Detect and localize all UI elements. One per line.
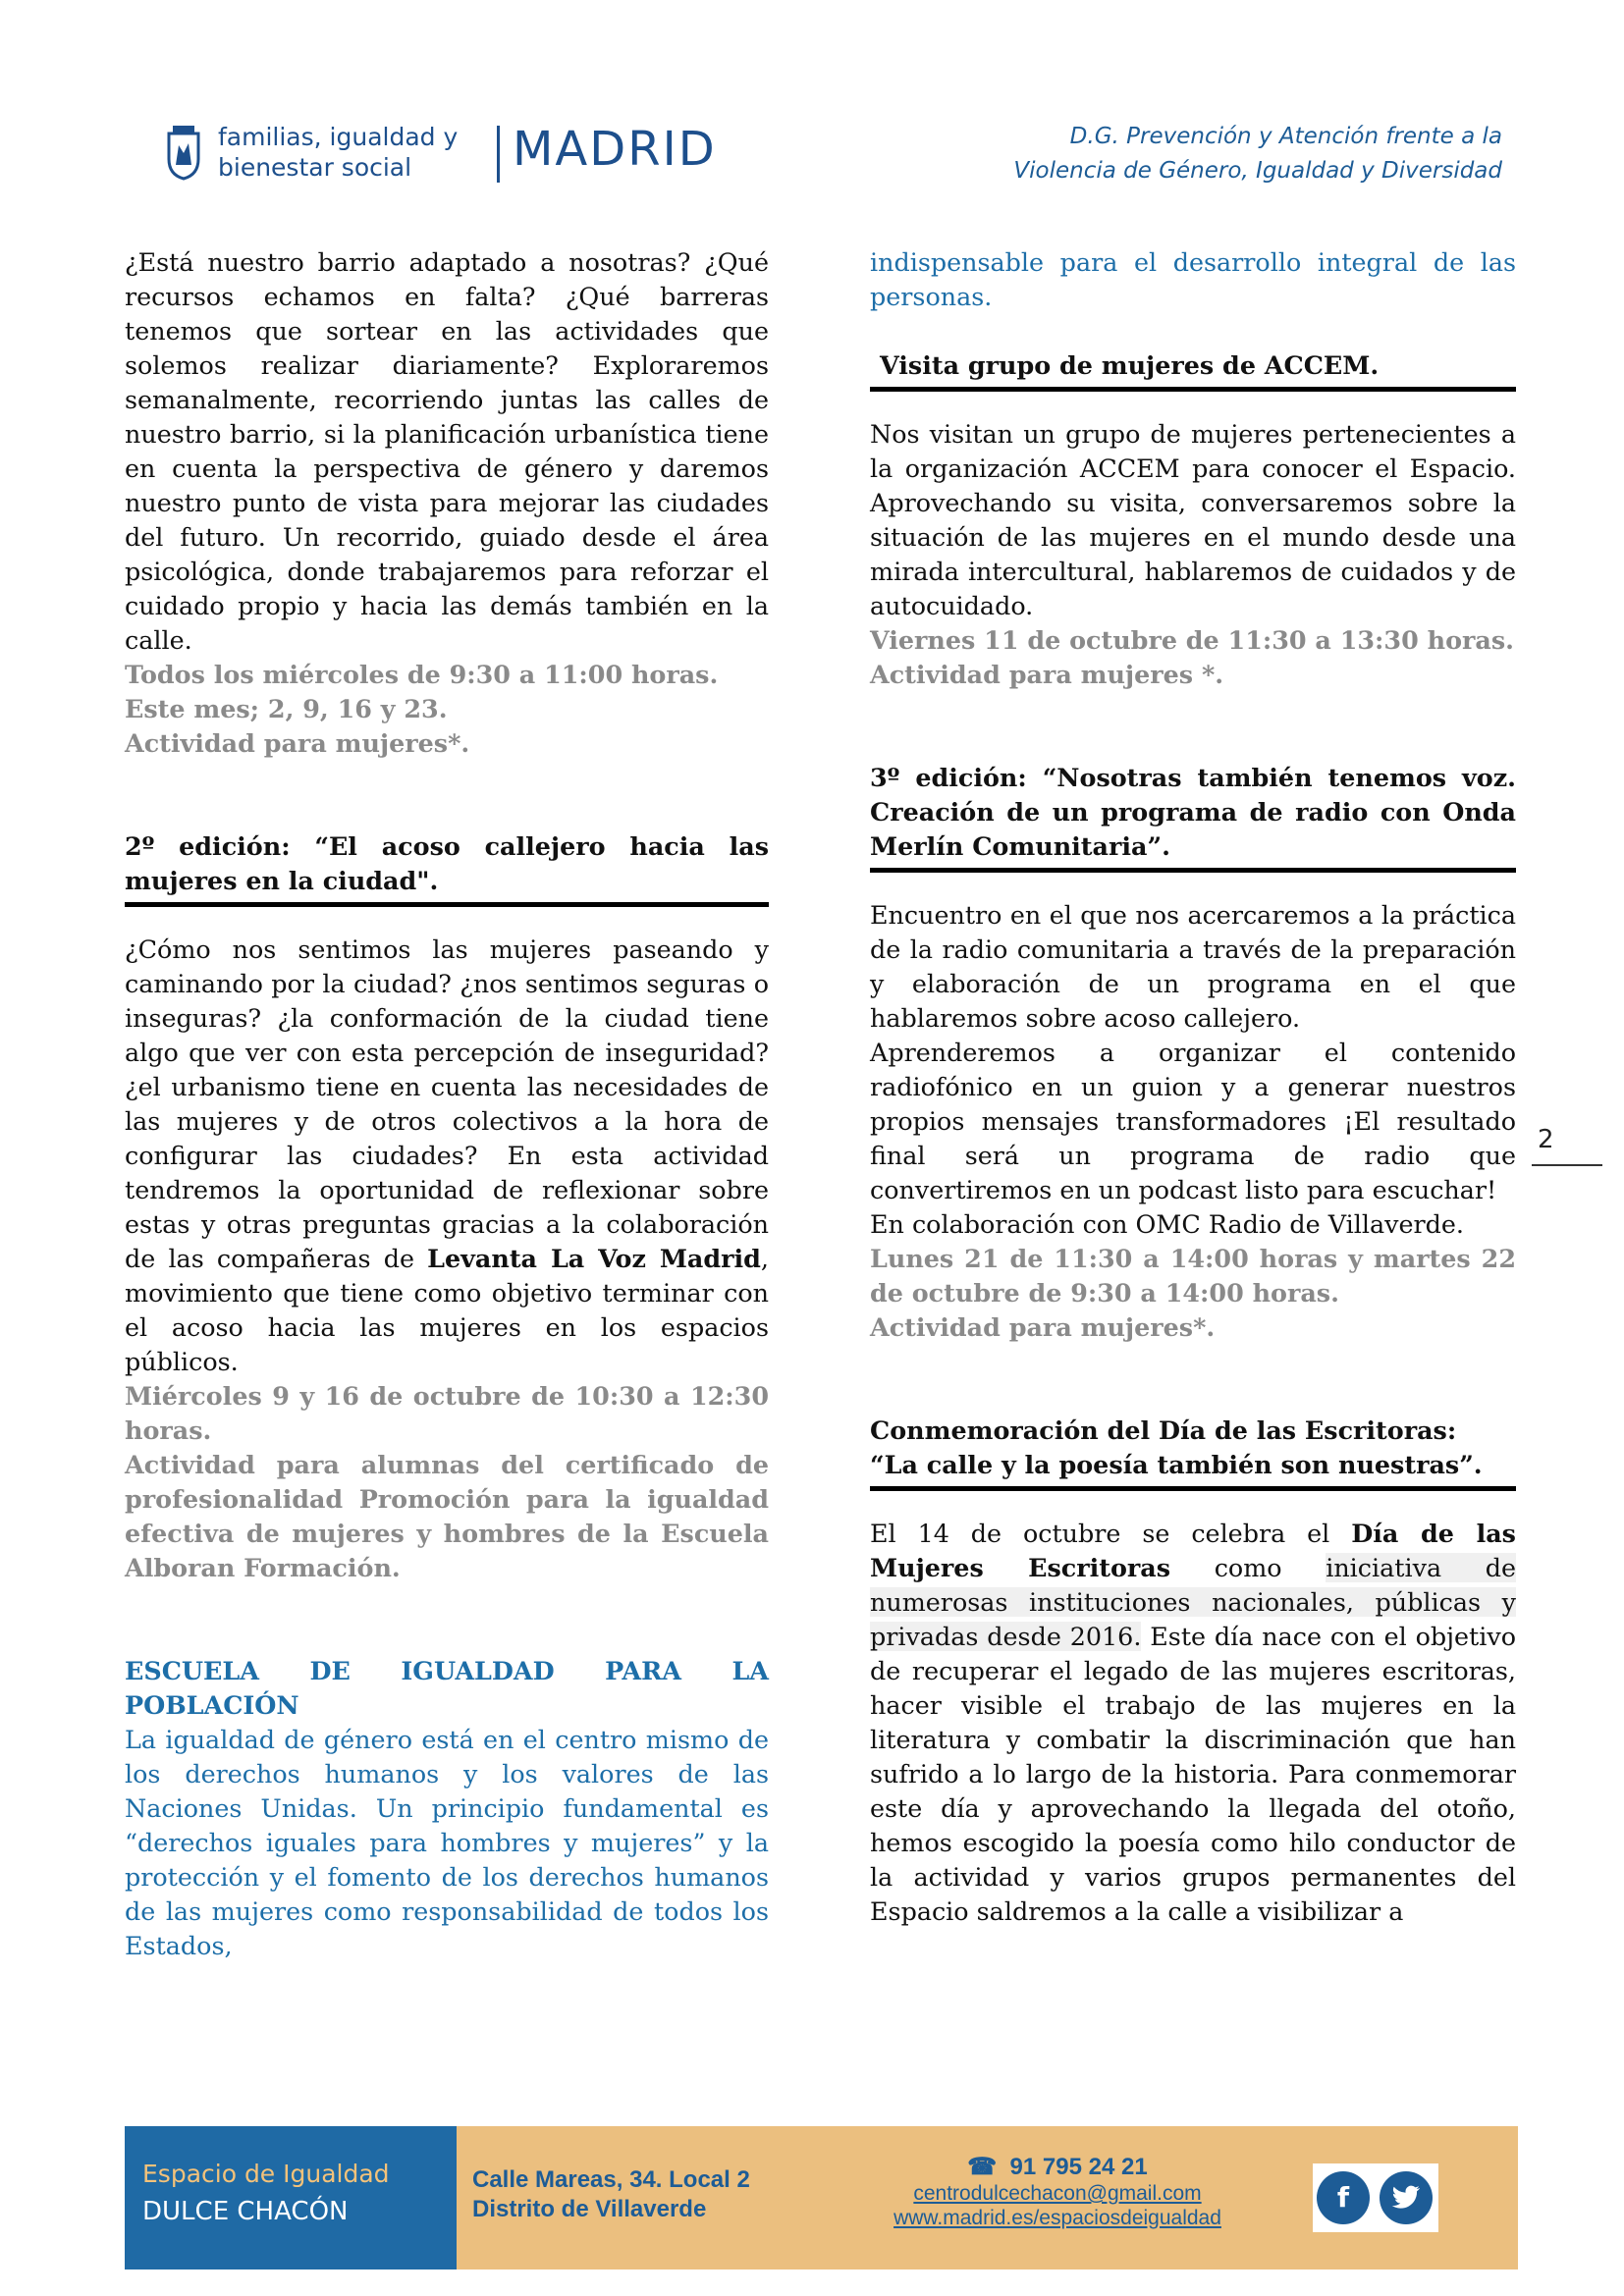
radio-schedule: Lunes 21 de 11:30 a 14:00 horas y martes 22 de octubre de 9:30 a 14:00 horas. <box>870 1244 1516 1308</box>
directorate-line-2: Violencia de Género, Igualdad y Diversidad <box>1013 158 1502 184</box>
street-harassment-schedule: Miércoles 9 y 16 de octubre de 10:30 a 12:30 horas. <box>125 1381 769 1445</box>
accem-audience: Actividad para mujeres *. <box>870 660 1224 689</box>
directorate-name <box>952 120 1502 188</box>
twitter-icon[interactable] <box>1380 2171 1433 2224</box>
space-line-1: Espacio de Igualdad <box>142 2160 390 2188</box>
writers-title-2: “La calle y la poesía también son nuestras”. <box>870 1450 1483 1479</box>
right-column <box>870 245 1516 1929</box>
street-harassment-audience: Actividad para alumnas del certificado de profesionalidad Promoción para la igualdad efectiva de mujeres y hombres de la Escuela Alboran Formación. <box>125 1450 769 1582</box>
page-number-rule <box>1532 1164 1602 1166</box>
left-column <box>125 245 769 1963</box>
website-link[interactable]: www.madrid.es/espaciosdeigualdad <box>893 2207 1221 2229</box>
footer-contact <box>851 2154 1264 2230</box>
page-number: 2 <box>1538 1125 1554 1154</box>
accem-body: Nos visitan un grupo de mujeres pertenecientes a la organización ACCEM para conocer el Espacio. Aprovechando su visita, conversaremos sobre la situación de las mujeres en el mundo desde una mirada intercultural, hablaremos de cuidados y de autocuidado. <box>870 419 1516 620</box>
address-line-2: Distrito de Villaverde <box>472 2196 707 2222</box>
writers-highlight: iniciativa de numerosas instituciones nacionales, públicas y privadas desde 2016. <box>870 1553 1516 1651</box>
radio-title: 3º edición: “Nosotras también tenemos voz. Creación de un programa de radio con Onda Merlín Comunitaria”. <box>870 763 1516 861</box>
writers-body: El 14 de octubre se celebra el Día de las Mujeres Escritoras como iniciativa de numerosas instituciones nacionales, públicas y privadas desde 2016. Este día nace con el objetivo de recuperar el legado de las mujeres escritoras, hacer visible el trabajo de las mujeres en la literatura y combatir la discriminación que han sufrido a lo largo de la historia. Para conmemorar este día y aprovechando la llegada del otoño, hemos escogido la poesía como hilo conductor de la actividad y varios grupos permanentes del Espacio saldremos a la calle a visibilizar a <box>870 1519 1516 1926</box>
phone-line <box>851 2154 1264 2181</box>
equality-school-body: La igualdad de género está en el centro mismo de los derechos humanos y los valores de las Naciones Unidas. Un principio fundamental es “derechos iguales para hombres y mujeres” y la protección y el fomento de los derechos humanos de las mujeres como responsabilidad de todos los Estados, <box>125 1725 769 1960</box>
equality-school-title: ESCUELA DE IGUALDAD PARA LA POBLACIÓN <box>125 1656 769 1720</box>
neighborhood-dates: Este mes; 2, 9, 16 y 23. <box>125 694 448 723</box>
phone-number: 91 795 24 21 <box>1009 2154 1148 2180</box>
org-line-2: bienestar social <box>218 153 412 182</box>
madrid-wordmark: MADRID <box>513 122 717 177</box>
social-links <box>1313 2163 1438 2232</box>
logo-divider <box>497 126 500 183</box>
writers-day-name: Día de las Mujeres Escritoras <box>870 1519 1516 1582</box>
neighborhood-schedule: Todos los miércoles de 9:30 a 11:00 horas. <box>125 660 719 689</box>
facebook-icon[interactable]: f <box>1317 2171 1370 2224</box>
footer <box>125 2126 1518 2269</box>
org-line-1: familias, igualdad y <box>218 123 459 151</box>
organization-name: Levanta La Voz Madrid <box>427 1244 761 1273</box>
accem-schedule: Viernes 11 de octubre de 11:30 a 13:30 horas. <box>870 625 1514 655</box>
street-harassment-title: 2º edición: “El acoso callejero hacia las mujeres en la ciudad". <box>125 831 769 895</box>
accem-title: Visita grupo de mujeres de ACCEM. <box>880 350 1380 380</box>
writers-title-1: Conmemoración del Día de las Escritoras: <box>870 1415 1457 1445</box>
phone-icon: ☎ <box>967 2154 998 2180</box>
neighborhood-intro: ¿Está nuestro barrio adaptado a nosotras? ¿Qué recursos echamos en falta? ¿Qué barreras tenemos que sortear en las actividades que solemos realizar diariamente? Exploraremos semanalmente, recorriendo juntas las calles de nuestro barrio, si la planificación urbanística tiene en cuenta la perspectiva de género y daremos nuestro punto de vista para mejorar las ciudades del futuro. Un recorrido, guiado desde el área psicológica, donde trabajaremos para reforzar el cuidado propio y hacia las demás también en la calle. <box>125 247 769 655</box>
footer-address <box>472 2165 750 2224</box>
space-line-2: DULCE CHACÓN <box>142 2197 349 2226</box>
street-harassment-body: ¿Cómo nos sentimos las mujeres paseando y caminando por la ciudad? ¿nos sentimos seguras o inseguras? ¿la conformación de la ciudad tiene algo que ver con esta percepción de inseguridad? ¿el urbanismo tiene en cuenta las necesidades de las mujeres y de otros colectivos a la hora de configurar las ciudades? En esta actividad tendremos la oportunidad de reflexionar sobre estas y otras preguntas gracias a la colaboración de las compañeras de Levanta La Voz Madrid, movimiento que tiene como objetivo terminar con el acoso hacia las mujeres en los espacios públicos. <box>125 934 769 1376</box>
address-line-1: Calle Mareas, 34. Local 2 <box>472 2166 750 2193</box>
radio-body-2: Aprenderemos a organizar el contenido radiofónico en un guion y a generar nuestros propios mensajes transformadores ¡El resultado final será un programa de radio que convertiremos en un podcast listo para escuchar! <box>870 1038 1516 1204</box>
radio-body-3: En colaboración con OMC Radio de Villaverde. <box>870 1209 1464 1239</box>
madrid-crest-icon <box>167 126 200 181</box>
org-name <box>218 122 458 183</box>
directorate-line-1: D.G. Prevención y Atención frente a la <box>1069 124 1502 149</box>
radio-audience: Actividad para mujeres*. <box>870 1312 1216 1342</box>
footer-space-name <box>125 2126 457 2269</box>
equality-school-continued: indispensable para el desarrollo integral de las personas. <box>870 247 1516 311</box>
neighborhood-audience: Actividad para mujeres*. <box>125 728 470 758</box>
email-link[interactable]: centrodulcechacon@gmail.com <box>913 2182 1202 2205</box>
radio-body-1: Encuentro en el que nos acercaremos a la práctica de la radio comunitaria a través de la preparación y elaboración de un programa en el que hablaremos sobre acoso callejero. <box>870 900 1516 1033</box>
